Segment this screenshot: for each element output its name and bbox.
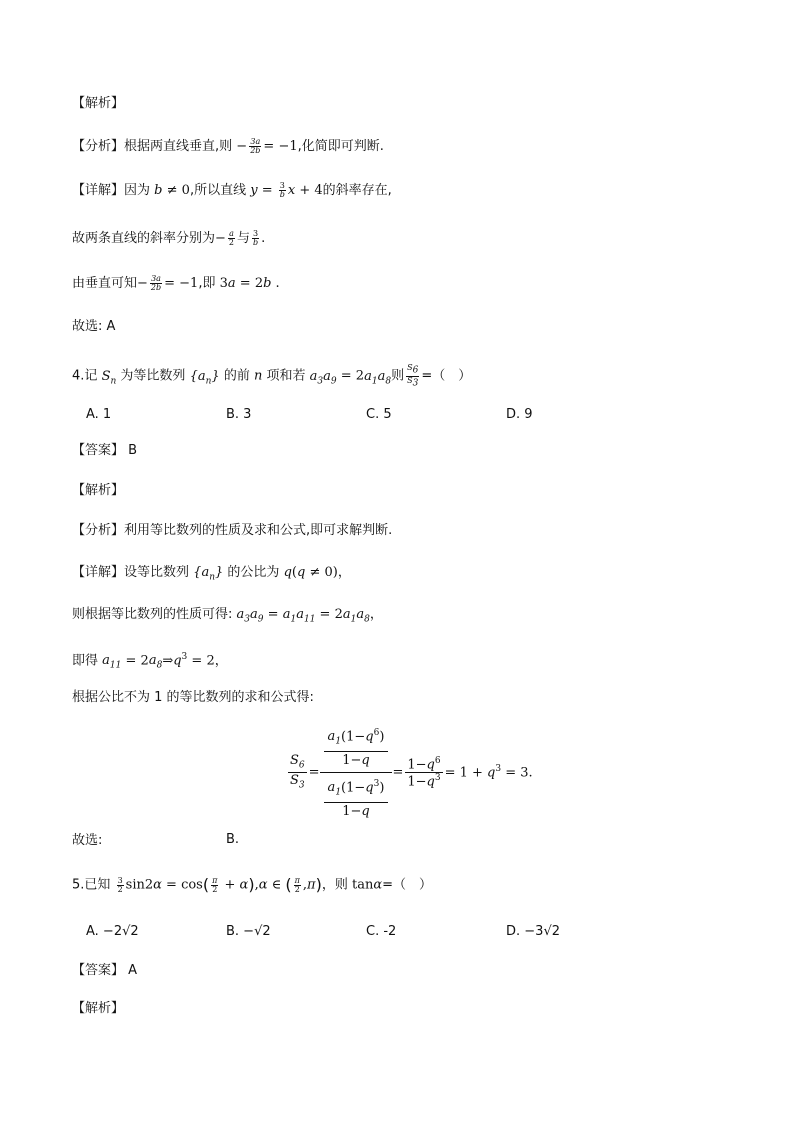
q4-detail-2: 则根据等比数列的性质可得: $a_3a_9 = a_1a_{11} = 2a_1a_8$， xyxy=(72,607,383,625)
q3-analysis: 【分析】根据两直线垂直,则 − $\frac{3a}{2b}$ = −1,化简即可判断. xyxy=(72,137,384,155)
q4-choice: B. xyxy=(226,832,240,847)
q3-choice: 故选: A xyxy=(72,319,116,334)
q4-option-d: D. 9 xyxy=(506,407,533,422)
q4-detail-1: 【详解】设等比数列 $\{a_n\}$ 的公比为 q(q ≠ 0)， xyxy=(72,565,351,583)
q4-detail-3: 即得 $a_{11}$ = $2a_8\Rightarrow q^3 = 2$， xyxy=(72,652,228,671)
q4-detail-4: 根据公比不为 1 的等比数列的求和公式得: xyxy=(72,690,314,705)
q4-answer: 【答案】 B xyxy=(72,443,138,458)
q3-detail-3: 由垂直可知− $\frac{3a}{2b}$ = −1,即 3a = 2b . xyxy=(72,274,280,292)
q4-option-b: B. 3 xyxy=(226,407,252,422)
q5-option-d: D. −3√2 xyxy=(506,924,560,939)
q4-analysis-heading: 【解析】 xyxy=(72,483,125,498)
q5-answer: 【答案】 A xyxy=(72,963,138,978)
q4-choice-label: 故选: xyxy=(72,833,103,848)
q5-option-a: A. −2√2 xyxy=(86,924,139,939)
q3-analysis-heading: 【解析】 xyxy=(72,96,125,111)
q3-detail-2: 故两条直线的斜率分别为− $\frac{a}{2}$ 与 $\frac{3}{b}$ . xyxy=(72,229,266,247)
q4-analysis: 【分析】利用等比数列的性质及求和公式,即可求解判断. xyxy=(72,523,393,538)
q4-stem: 4.记 $S_n$ 为等比数列 $\{a_n\}$ 的前 n 项和若 $a_3a_9 = 2a_1a_8$则 $\frac{S_6}{S_3}$ =（ ） xyxy=(72,363,472,389)
q3-detail-1: 【详解】因为 b ≠ 0,所以直线 y = $\frac{3}{b}$ x + 4的斜率存在, xyxy=(72,181,392,199)
q5-analysis-heading: 【解析】 xyxy=(72,1001,125,1016)
q4-option-a: A. 1 xyxy=(86,407,112,422)
q4-sum-formula: $\frac{S_6}{S_3}$ = $a_1(1-q^6)$ 1−q $a_1(1-q^3)$ 1−q = $\frac{1-q^6}{1-q^3}$ = $1 + q^3 = 3$. xyxy=(286,722,533,823)
q4-option-c: C. 5 xyxy=(366,407,392,422)
q5-option-b: B. −√2 xyxy=(226,924,271,939)
q5-option-c: C. -2 xyxy=(366,924,397,939)
q5-stem: 5.已知 $\frac{3}{2}$ sin2α = cos( $\frac{\pi}{2}$ + α),α ∈ ( $\frac{\pi}{2}$ ,π)，则 tanα=（ ） xyxy=(72,875,433,894)
